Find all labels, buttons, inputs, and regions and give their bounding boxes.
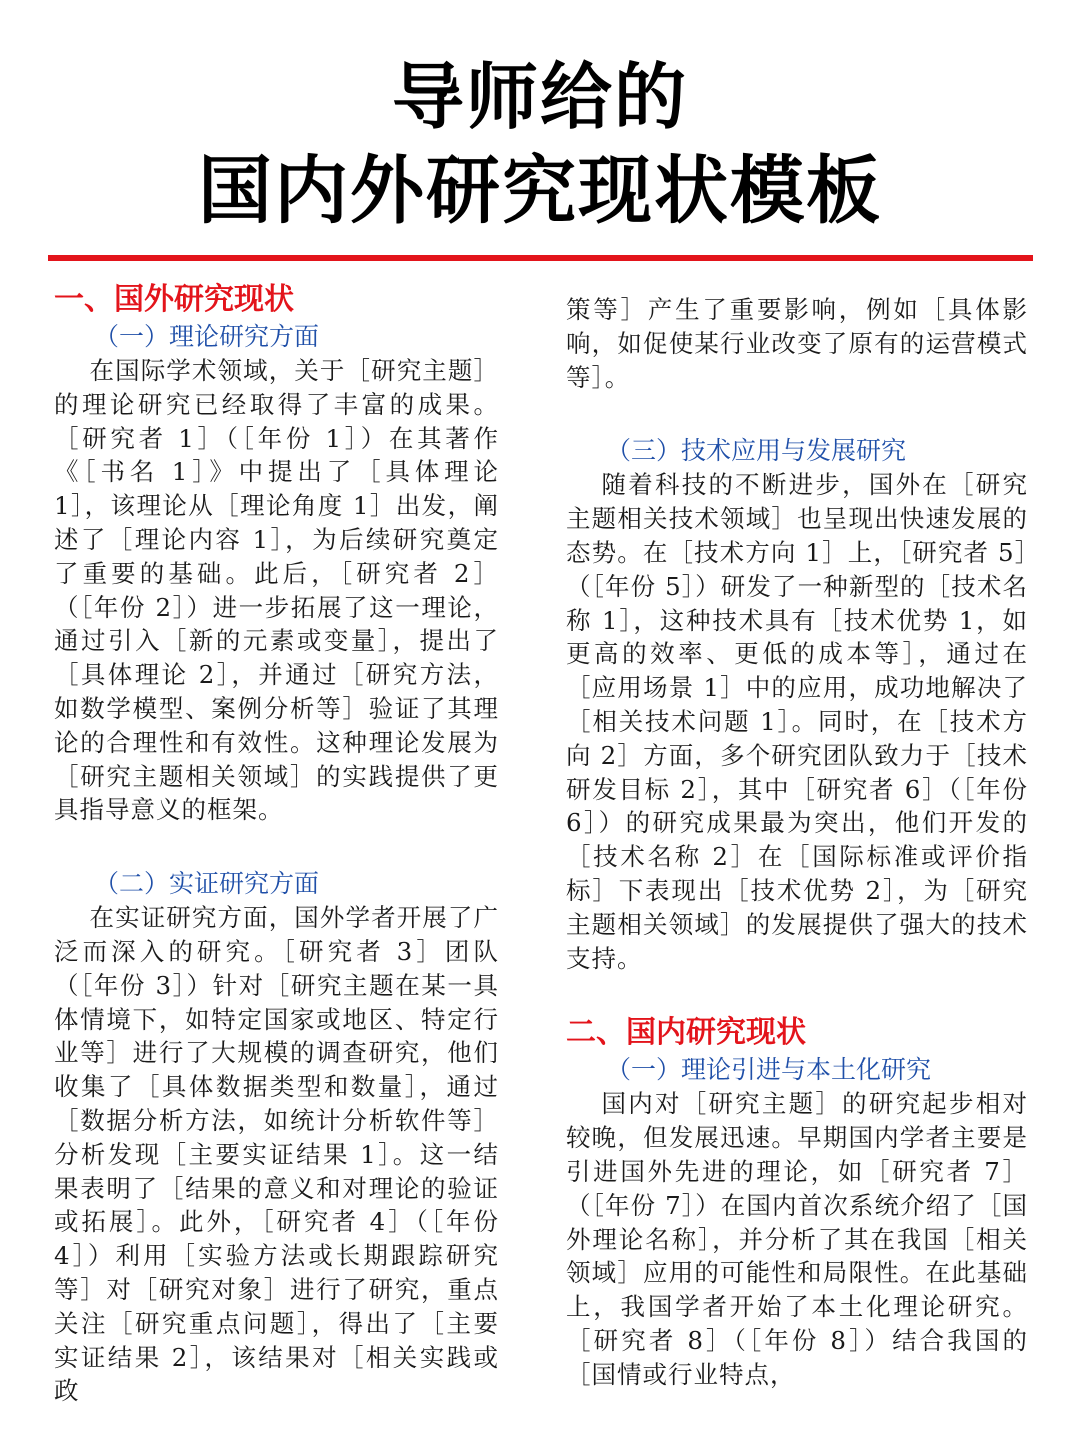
left-column: [54, 280, 499, 1408]
paragraph-foreign-empirical-continued: 策等］产生了重要影响，例如［具体影响，如促使某行业改变了原有的运营模式等］。: [566, 295, 1028, 392]
paragraph-foreign-theory: 在国际学术领域，关于［研究主题］的理论研究已经取得了丰富的成果。［研究者 1］（［年份 1］）在其著作《［书名 1］》中提出了［具体理论 1］，该理论从［理论角度 1］出发，阐述了［理论内容 1］，为后续研究奠定了重要的基础。此后，［研究者 2］（［年份 2］）进一步拓展了这一理论，通过引入［新的元素或变量］，提出了［具体理论 2］，并通过［研究方法，如数学模型、案例分析等］验证了其理论的合理性和有效性。这种理论发展为［研究主题相关领域］的实践提供了更具指导意义的框架。: [54, 356, 499, 825]
subheading-foreign-theory: （一）理论研究方面: [94, 322, 320, 351]
title-divider: [48, 255, 1033, 261]
page-title-line-1: 导师给的: [391, 55, 688, 139]
right-column: [566, 293, 1028, 1392]
section-heading-domestic: 二、国内研究现状: [566, 1015, 806, 1051]
paragraph-domestic-theory: 国内对［研究主题］的研究起步相对较晚，但发展迅速。早期国内学者主要是引进国外先进的理论，如［研究者 7］（［年份 7］）在国内首次系统介绍了［国外理论名称］，并分析了其在我国［相关领域］应用的可能性和局限性。在此基础上，我国学者开始了本土化理论研究。［研究者 8］（［年份 8］）结合我国的［国情或行业特点，: [566, 1089, 1028, 1389]
subheading-domestic-theory: （一）理论引进与本土化研究: [606, 1055, 932, 1085]
paragraph-foreign-tech: 随着科技的不断进步，国外在［研究主题相关技术领域］也呈现出快速发展的态势。在［技术方向 1］上，［研究者 5］（［年份 5］）研发了一种新型的［技术名称 1］，这种技术具有［技术优势 1，如更高的效率、更低的成本等］，通过在［应用场景 1］中的应用，成功地解决了［相关技术问题 1］。同时，在［技术方向 2］方面，多个研究团队致力于［技术研发目标 2］，其中［研究者 6］（［年份 6］）的研究成果最为突出，他们开发的［技术名称 2］在［国际标准或评价指标］下表现出［技术优势 2］，为［研究主题相关领域］的发展提供了强大的技术支持。: [566, 470, 1028, 973]
page-title-line-2: 国内外研究现状模板: [198, 148, 882, 234]
subheading-foreign-empirical: （二）实证研究方面: [94, 869, 320, 899]
section-heading-foreign: 一、国外研究现状: [54, 282, 294, 317]
subheading-foreign-tech: （三）技术应用与发展研究: [606, 436, 907, 466]
paragraph-foreign-empirical: 在实证研究方面，国外学者开展了广泛而深入的研究。［研究者 3］团队（［年份 3］）针对［研究主题在某一具体情境下，如特定国家或地区、特定行业等］进行了大规模的调查研究，他们收集了［具体数据类型和数量］，通过［数据分析方法，如统计分析软件等］分析发现［主要实证结果 1］。这一结果表明了［结果的意义和对理论的验证或拓展］。此外，［研究者 4］（［年份 4］）利用［实验方法或长期跟踪研究等］对［研究对象］进行了研究，重点关注［研究重点问题］，得出了［主要实证结果 2］，该结果对［相关实践或政: [54, 903, 499, 1406]
